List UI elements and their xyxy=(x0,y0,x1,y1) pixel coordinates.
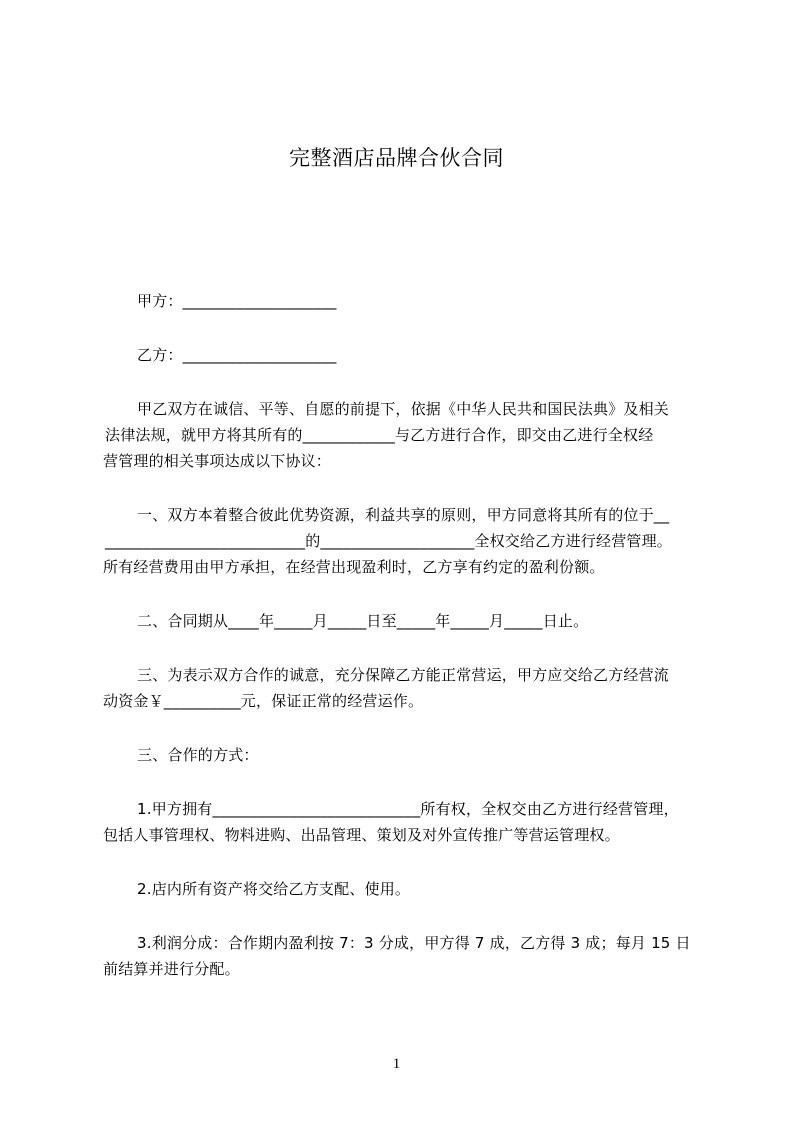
item-1-line-1: 1.甲方拥有___________________________所有权，全权交由乙方进行经营管理， xyxy=(137,800,679,818)
item-3-line-2: 前结算并进行分配。 xyxy=(103,960,240,978)
party-b-line: 乙方：____________________ xyxy=(137,346,337,364)
item-1-line-2: 包括人事管理权、物料进购、出品管理、策划及对外宣传推广等营运管理权。 xyxy=(103,826,620,844)
page-number: 1 xyxy=(392,1056,401,1072)
clause-1-line-2: __________________________的____________________全权交给乙方进行经营管理。 xyxy=(105,532,673,550)
preamble-line-3: 营管理的相关事项达成以下协议： xyxy=(103,452,332,470)
party-a-line: 甲方：____________________ xyxy=(137,292,337,310)
clause-2-line: 二、合同期从____年_____月_____日至_____年_____月_____日止。 xyxy=(137,612,589,630)
preamble-line-1: 甲乙双方在诚信、平等、自愿的前提下，依据《中华人民共和国民法典》及相关 xyxy=(137,400,670,418)
clause-1-line-3: 所有经营费用由甲方承担，在经营出现盈利时，乙方享有约定的盈利份额。 xyxy=(103,558,605,576)
clause-3-line-2: 动资金￥__________元，保证正常的经营运作。 xyxy=(103,692,424,710)
clause-3-line-1: 三、为表示双方合作的诚意，充分保障乙方能正常营运，甲方应交给乙方经营流 xyxy=(137,666,670,684)
document-title: 完整酒店品牌合伙合同 xyxy=(289,146,504,170)
item-3-line-1: 3.利润分成：合作期内盈利按 7：3 分成，甲方得 7 成，乙方得 3 成；每月 15 日 xyxy=(137,934,691,952)
item-2-line: 2.店内所有资产将交给乙方支配、使用。 xyxy=(137,880,411,898)
clause-1-line-1: 一、双方本着整合彼此优势资源，利益共享的原则，甲方同意将其所有的位于__ xyxy=(137,506,670,524)
cooperation-heading: 三、合作的方式： xyxy=(137,746,259,764)
preamble-line-2: 法律法规，就甲方将其所有的____________与乙方进行合作，即交由乙进行全权经 xyxy=(105,426,654,444)
